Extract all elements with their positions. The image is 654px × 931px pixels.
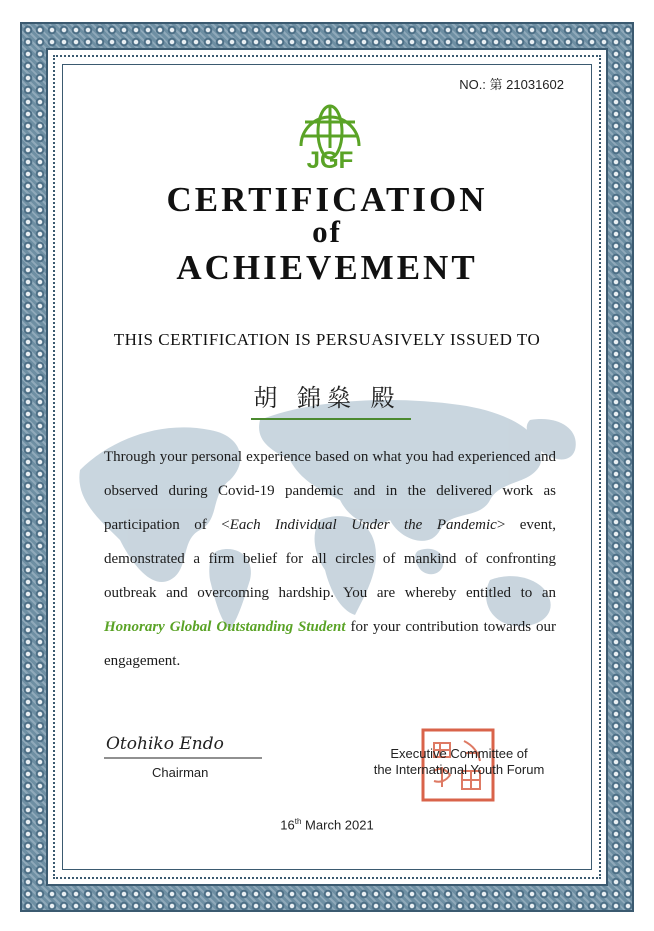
honor-title: Honorary Global Outstanding Student [104,619,346,635]
recipient-name: 胡 錦燊 殿 [253,384,401,412]
title-of: of [312,214,342,249]
logo-text: JGF [306,147,354,174]
issued-to-heading: THIS CERTIFICATION IS PERSUASIVELY ISSUED TO [113,330,541,349]
number-label: NO.: [459,77,486,92]
citation-part-2: > event, demonstrated a firm belief for all circles of mankind of confronting outbreak and overcoming hardship. You are whereby entitled to an [104,517,556,601]
date-suffix: th [294,817,302,826]
title-achievement: ACHIEVEMENT [176,248,478,287]
issue-date [0,817,654,832]
certificate-number [459,74,564,93]
citation-part-1: Through your personal experience based on what you had experienced and observed during Covid-19 pandemic and in the delivered work as participation of < [104,449,556,533]
citation-part-3: for your contribution towards our engagement. [104,619,556,669]
issuer-line-1: Executive Committee of [390,746,528,761]
signature-text: Otohiko Endo [106,734,224,754]
chairman-signature [104,727,264,763]
jgf-logo [293,102,367,174]
event-name: Each Individual Under the Pandemic [229,517,497,533]
title-certification: CERTIFICATION [166,180,488,219]
date-day: 16 [280,817,295,833]
recipient-underline [251,418,411,420]
issuer-block [364,746,554,778]
issuer-line-2: the International Youth Forum [373,762,545,777]
citation-text [104,440,556,678]
chairman-label: Chairman [152,765,209,780]
number-value: 第 21031602 [489,77,564,92]
date-rest: March 2021 [301,817,374,833]
